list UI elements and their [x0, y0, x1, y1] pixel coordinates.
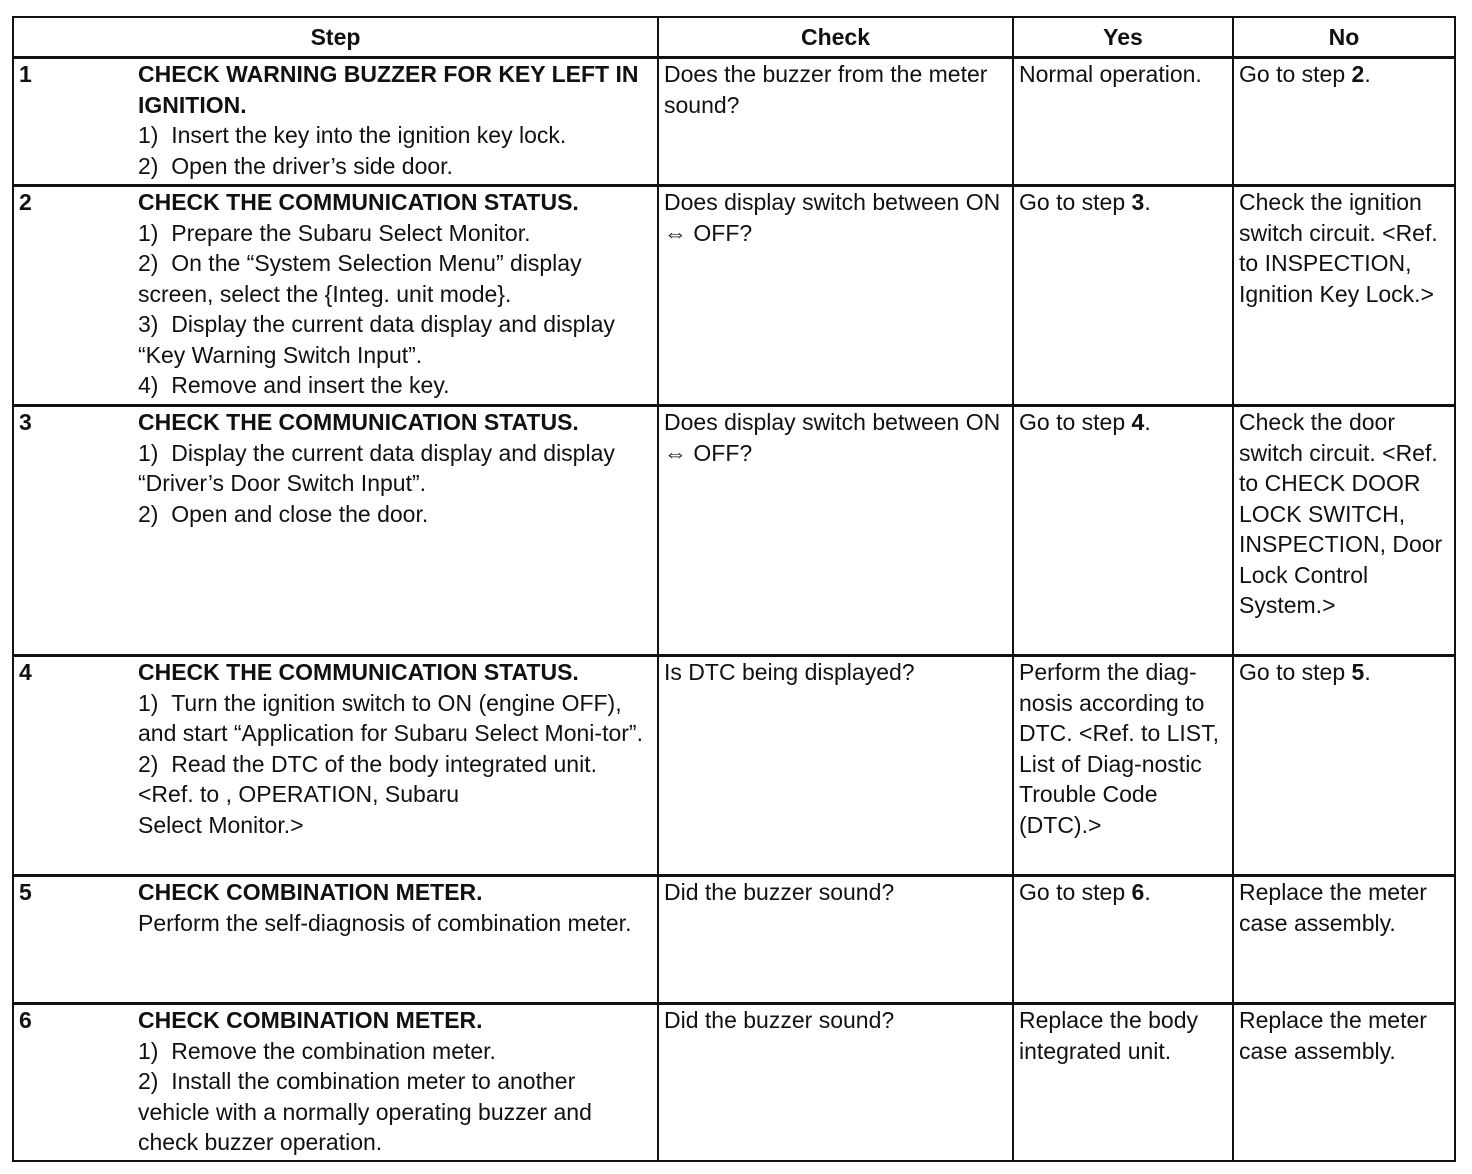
step-instruction: 1) Prepare the Subaru Select Monitor.	[138, 219, 531, 246]
step-instruction: 3) Display the current data display and display “Key Warning Switch Input”.	[138, 311, 615, 368]
step-instruction: 2) Install the combination meter to another vehicle with a normally operating buzzer and check buzzer operation.	[138, 1068, 592, 1155]
check-text: Does display switch between ON ⇔ OFF?	[664, 189, 1001, 246]
no-cell	[1233, 186, 1455, 406]
step-title: CHECK THE COMMUNICATION STATUS.	[138, 659, 579, 685]
yes-text-suffix: .	[1144, 189, 1151, 215]
step-instruction: 1) Insert the key into the ignition key lock.	[138, 122, 567, 148]
yes-cell	[1013, 656, 1233, 876]
step-instruction: 1) Turn the ignition switch to ON (engine OFF), and start “Application for Subaru Select Moni-tor”.	[138, 689, 643, 746]
step-instruction: 2) Read the DTC of the body integrated unit.	[138, 750, 597, 777]
no-step-link: 2	[1351, 61, 1365, 87]
step-number: 3	[19, 409, 32, 435]
step-instruction: 1) Display the current data display and display “Driver’s Door Switch Input”.	[138, 439, 615, 496]
step-instruction: Perform the self-diagnosis of combination meter.	[138, 909, 632, 936]
no-text: Go to step	[1239, 659, 1352, 685]
check-cell	[658, 656, 1013, 876]
step-instruction: 2) On the “System Selection Menu” display screen, select the {Integ. unit mode}.	[138, 250, 582, 307]
step-number: 6	[19, 1007, 32, 1033]
check-cell	[658, 406, 1013, 656]
step-instruction: <Ref. to , OPERATION, Subaru	[138, 781, 460, 807]
no-text: Check the door switch circuit. <Ref. to CHECK DOOR LOCK SWITCH, INSPECTION, Door Lock Control System.>	[1239, 409, 1443, 618]
no-cell	[1233, 406, 1455, 656]
no-cell	[1233, 1004, 1455, 1162]
check-cell	[658, 58, 1013, 186]
yes-text-suffix: .	[1144, 409, 1151, 435]
no-text: Go to step	[1239, 61, 1352, 87]
step-cell	[13, 406, 658, 656]
step-number: 1	[19, 61, 32, 87]
yes-cell	[1013, 186, 1233, 406]
header-no: No	[1233, 17, 1455, 58]
step-number: 4	[19, 659, 32, 685]
check-cell	[658, 876, 1013, 1004]
no-cell	[1233, 656, 1455, 876]
step-instruction: Select Monitor.>	[138, 811, 304, 838]
table-row	[13, 58, 1455, 186]
step-cell	[13, 1004, 658, 1162]
check-text: Does the buzzer from the meter sound?	[664, 61, 988, 118]
yes-text: Go to step	[1019, 879, 1132, 905]
check-text: Did the buzzer sound?	[664, 1007, 895, 1033]
yes-cell	[1013, 406, 1233, 656]
yes-text: Normal operation.	[1019, 61, 1202, 87]
check-text: Does display switch between ON ⇔ OFF?	[664, 409, 1001, 466]
step-number: 5	[19, 879, 32, 905]
no-cell	[1233, 58, 1455, 186]
check-text: Did the buzzer sound?	[664, 879, 895, 905]
step-title: CHECK COMBINATION METER.	[138, 1007, 483, 1033]
step-cell	[13, 656, 658, 876]
yes-text: Replace the body integrated unit.	[1019, 1007, 1199, 1064]
step-title: CHECK THE COMMUNICATION STATUS.	[138, 189, 579, 215]
step-title: CHECK THE COMMUNICATION STATUS.	[138, 409, 579, 435]
yes-step-link: 4	[1131, 409, 1145, 435]
step-instruction: 2) Open the driver’s side door.	[138, 152, 453, 179]
step-instruction: 4) Remove and insert the key.	[138, 372, 450, 398]
step-title: CHECK WARNING BUZZER FOR KEY LEFT IN IGNITION.	[138, 61, 639, 118]
table-row	[13, 876, 1455, 1004]
step-instruction: 2) Open and close the door.	[138, 500, 429, 527]
check-cell	[658, 1004, 1013, 1162]
yes-cell	[1013, 58, 1233, 186]
no-step-link: 5	[1351, 659, 1365, 685]
yes-step-link: 6	[1131, 879, 1145, 905]
yes-text-suffix: .	[1144, 879, 1151, 905]
header-check: Check	[658, 17, 1013, 58]
table-row	[13, 186, 1455, 406]
no-text: Replace the meter case assembly.	[1239, 879, 1427, 936]
header-yes: Yes	[1013, 17, 1233, 58]
yes-text: Perform the diag-nosis according to DTC. <Ref. to LIST, List of Diag-nostic Trouble Code (DTC).>	[1019, 659, 1220, 838]
step-cell	[13, 186, 658, 406]
table-row	[13, 1004, 1455, 1162]
yes-step-link: 3	[1131, 189, 1145, 215]
step-title: CHECK COMBINATION METER.	[138, 879, 483, 905]
yes-text: Go to step	[1019, 409, 1132, 435]
diagnostic-table	[12, 16, 1456, 1162]
step-instruction: 1) Remove the combination meter.	[138, 1037, 496, 1064]
step-cell	[13, 876, 658, 1004]
no-text-suffix: .	[1364, 659, 1371, 685]
yes-cell	[1013, 1004, 1233, 1162]
step-cell	[13, 58, 658, 186]
no-text-suffix: .	[1364, 61, 1371, 87]
table-row	[13, 406, 1455, 656]
yes-text: Go to step	[1019, 189, 1132, 215]
no-cell	[1233, 876, 1455, 1004]
table-header-row	[13, 17, 1455, 58]
check-text: Is DTC being displayed?	[664, 659, 915, 685]
step-number: 2	[19, 189, 32, 215]
table-row	[13, 656, 1455, 876]
yes-cell	[1013, 876, 1233, 1004]
check-cell	[658, 186, 1013, 406]
header-step: Step	[13, 17, 658, 58]
no-text: Replace the meter case assembly.	[1239, 1007, 1427, 1064]
no-text: Check the ignition switch circuit. <Ref. to INSPECTION, Ignition Key Lock.>	[1239, 189, 1438, 307]
